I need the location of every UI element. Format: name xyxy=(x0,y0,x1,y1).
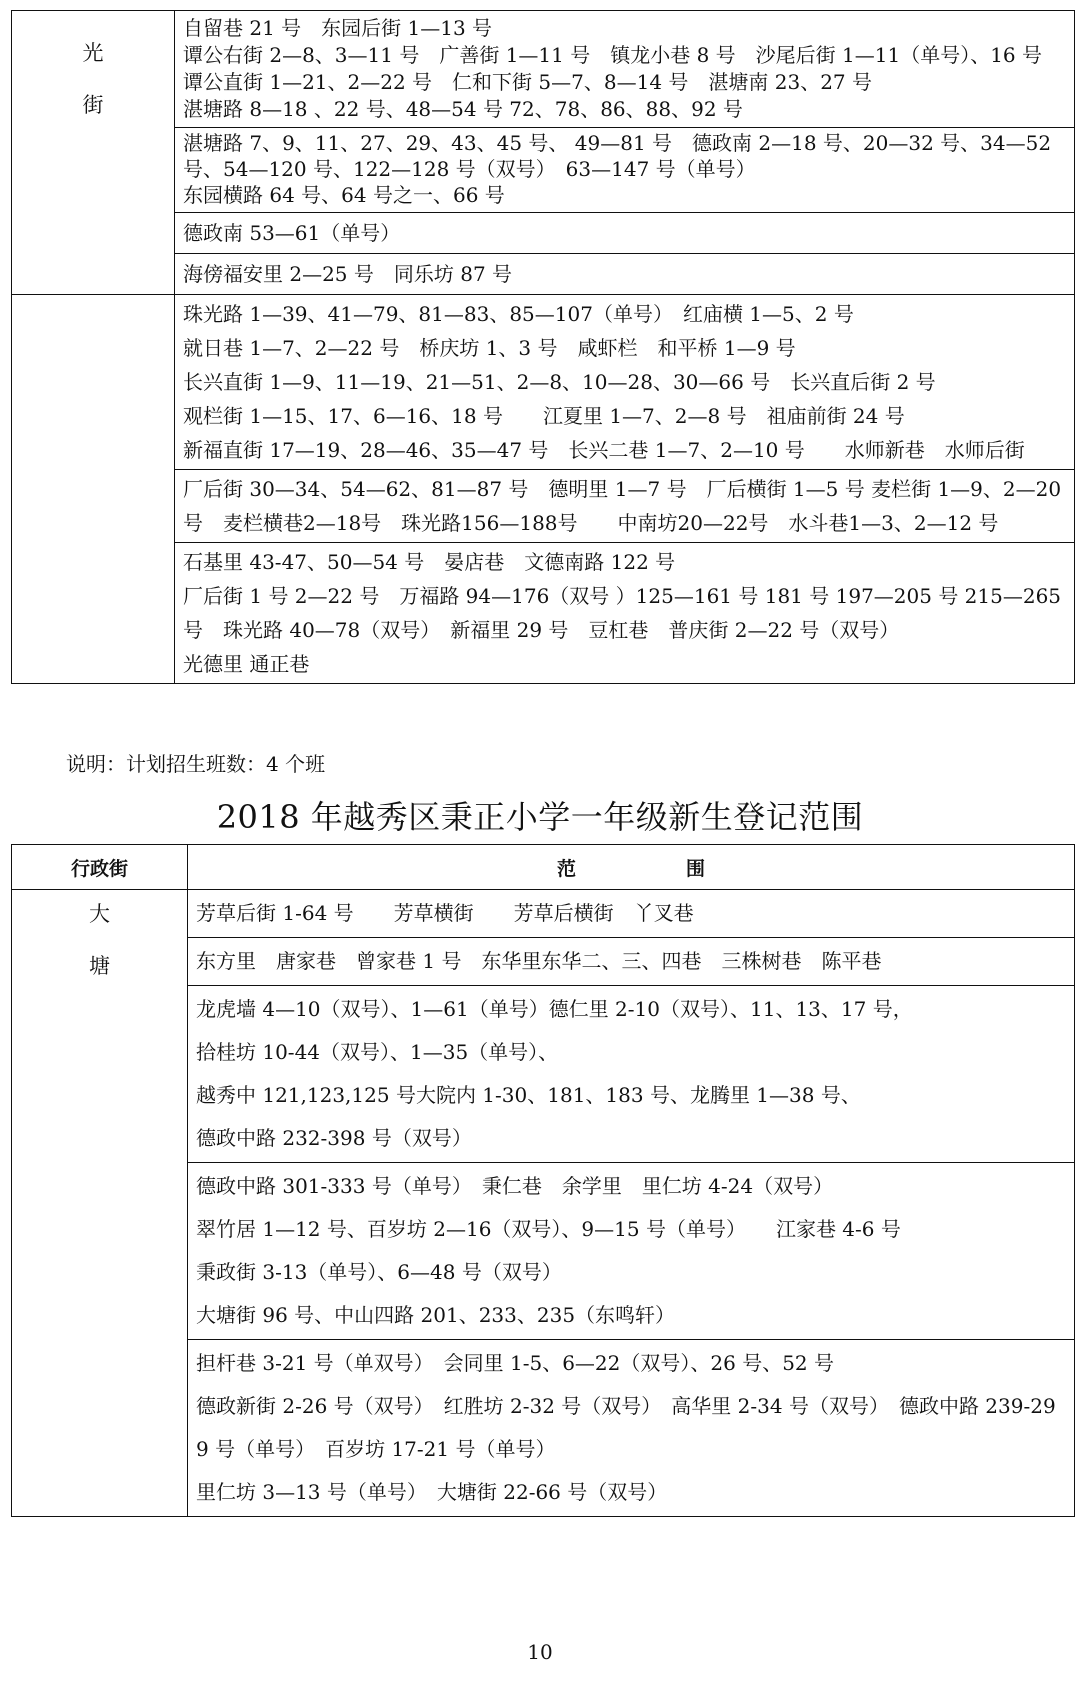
page-number: 10 xyxy=(527,1640,553,1664)
range-cell xyxy=(175,295,1075,470)
range-cell xyxy=(188,1340,1075,1517)
range-line: 石基里 43-47、50—54 号 晏店巷 文德南路 122 号 xyxy=(183,550,676,574)
range-cell xyxy=(175,11,1075,128)
range-cell xyxy=(175,470,1075,543)
enrollment-note: 说明：计划招生班数：4 个班 xyxy=(66,752,326,776)
range-line: 越秀中 121,123,125 号大院内 1-30、181、183 号、龙腾里 1—38 号、 xyxy=(196,1083,861,1107)
range-line: 厂后街 1 号 2—22 号 万福路 94—176（双号 ）125—161 号 181 号 197—205 号 215—265 号 珠光路 40—78（双号） 新福里 29 号 豆杠巷 普庆街 2—22 号（双号） xyxy=(183,584,1062,642)
header-range-char: 范 xyxy=(556,857,576,880)
range-line: 担杆巷 3-21 号（单双号） 会同里 1-5、6—22（双号）、26 号、52 号 xyxy=(196,1351,834,1375)
header-range-char: 围 xyxy=(686,857,706,880)
district-cell-empty xyxy=(12,295,175,684)
range-cell xyxy=(175,543,1075,684)
range-line: 长兴直街 1—9、11—19、21—51、2—8、10—28、30—66 号 长兴直后街 2 号 xyxy=(183,370,936,394)
range-line: 谭公右街 2—8、3—11 号 广善街 1—11 号 镇龙小巷 8 号 沙尾后街 1—11（单号）、16 号 xyxy=(183,43,1043,67)
range-line: 翠竹居 1—12 号、百岁坊 2—16（双号）、9—15 号（单号） 江家巷 4-6 号 xyxy=(196,1217,901,1241)
range-line: 光德里 通正巷 xyxy=(183,652,310,676)
range-line: 谭公直街 1—21、2—22 号 仁和下街 5—7、8—14 号 湛塘南 23、27 号 xyxy=(183,70,873,94)
range-line: 德政新街 2-26 号（双号） 红胜坊 2-32 号（双号） 高华里 2-34 号（双号） 德政中路 239-299 号（单号） 百岁坊 17-21 号（单号） xyxy=(196,1394,1056,1461)
range-cell xyxy=(188,1163,1075,1340)
range-line: 东方里 唐家巷 曾家巷 1 号 东华里东华二、三、四巷 三株树巷 陈平巷 xyxy=(196,949,882,973)
range-line: 新福直街 17—19、28—46、35—47 号 长兴二巷 1—7、2—10 号 水师新巷 水师后街 xyxy=(183,438,1025,462)
district-char: 光 xyxy=(82,41,104,65)
range-line: 自留巷 21 号 东园后街 1—13 号 xyxy=(183,16,493,40)
range-line: 秉政街 3-13（单号）、6—48 号（双号） xyxy=(196,1260,562,1284)
range-line: 德政南 53—61（单号） xyxy=(183,221,401,245)
range-table xyxy=(11,844,1075,1517)
district-char: 街 xyxy=(82,93,104,117)
district-char: 大 xyxy=(89,902,110,926)
range-line: 珠光路 1—39、41—79、81—83、85—107（单号） 红庙横 1—5、2 号 xyxy=(183,302,854,326)
range-cell xyxy=(175,213,1075,254)
range-line: 厂后街 30—34、54—62、81—87 号 德明里 1—7 号 厂后横街 1—5 号 麦栏街 1—9、2—20 号 麦栏横巷2—18号 珠光路156—188号 中南坊20—22号 水斗巷1—3、2—12 号 xyxy=(183,477,1062,535)
document-title: 2018 年越秀区秉正小学一年级新生登记范围 xyxy=(216,798,864,836)
header-range xyxy=(188,845,1075,890)
range-cell xyxy=(175,254,1075,295)
range-table-continued xyxy=(11,10,1075,684)
range-cell xyxy=(188,938,1075,986)
range-cell xyxy=(188,986,1075,1163)
range-line: 拾桂坊 10-44（双号）、1—35（单号）、 xyxy=(196,1040,559,1064)
range-cell xyxy=(188,890,1075,938)
range-cell xyxy=(175,128,1075,213)
district-cell xyxy=(12,11,175,295)
district-char: 塘 xyxy=(89,954,110,978)
range-line: 湛塘路 7、9、11、27、29、43、45 号、 49—81 号 德政南 2—18 号、20—32 号、34—52 号、54—120 号、122—128 号（双号） 63—147 号（单号） xyxy=(183,131,1052,181)
range-line: 海傍福安里 2—25 号 同乐坊 87 号 xyxy=(183,262,513,286)
range-line: 大塘街 96 号、中山四路 201、233、235（东鸣轩） xyxy=(196,1303,676,1327)
range-line: 东园横路 64 号、64 号之一、66 号 xyxy=(183,183,505,207)
range-line: 芳草后街 1-64 号 芳草横街 芳草后横街 丫叉巷 xyxy=(196,901,694,925)
district-cell xyxy=(12,890,188,1517)
range-line: 德政中路 301-333 号（单号） 秉仁巷 余学里 里仁坊 4-24（双号） xyxy=(196,1174,834,1198)
range-line: 就日巷 1—7、2—22 号 桥庆坊 1、3 号 咸虾栏 和平桥 1—9 号 xyxy=(183,336,796,360)
range-line: 龙虎墙 4—10（双号）、1—61（单号）德仁里 2-10（双号）、11、13、17 号， xyxy=(196,997,913,1021)
range-line: 德政中路 232-398 号（双号） xyxy=(196,1126,472,1150)
range-line: 里仁坊 3—13 号（单号） 大塘街 22-66 号（双号） xyxy=(196,1480,668,1504)
header-district: 行政街 xyxy=(12,845,188,890)
range-line: 湛塘路 8—18 、22 号、48—54 号 72、78、86、88、92 号 xyxy=(183,97,743,121)
range-line: 观栏街 1—15、17、6—16、18 号 江夏里 1—7、2—8 号 祖庙前街 24 号 xyxy=(183,404,905,428)
